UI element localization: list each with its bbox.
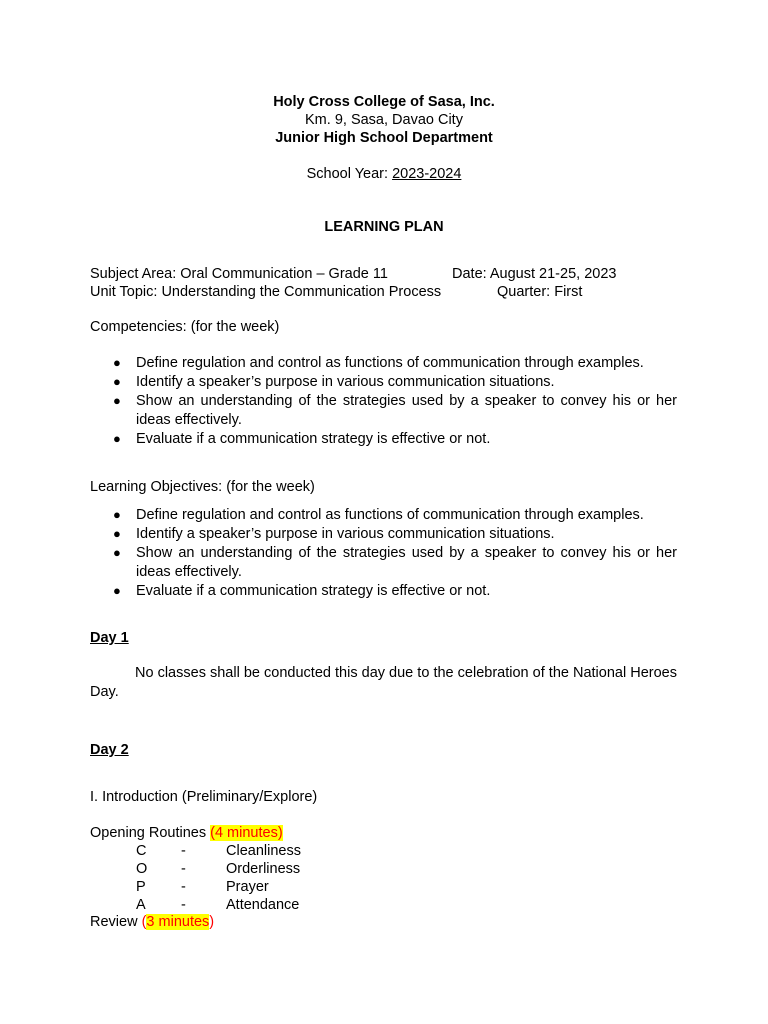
review-time: 3 minutes bbox=[146, 914, 210, 930]
routine-dash: - bbox=[181, 843, 186, 859]
department-name: Junior High School Department bbox=[275, 130, 493, 146]
day2-heading: Day 2 bbox=[90, 742, 129, 758]
school-year bbox=[0, 165, 768, 183]
review-paren-close: ) bbox=[209, 914, 215, 930]
school-year-label: School Year: bbox=[306, 166, 393, 182]
bullet-icon: ● bbox=[113, 583, 121, 598]
bullet-icon: ● bbox=[113, 431, 121, 446]
opening-routines-line bbox=[90, 824, 283, 842]
day2-section-title: I. Introduction (Preliminary/Explore) bbox=[90, 789, 318, 805]
review-label: Review bbox=[90, 914, 142, 930]
routine-word: Orderliness bbox=[226, 861, 301, 877]
routine-word: Attendance bbox=[226, 897, 300, 913]
school-address: Km. 9, Sasa, Davao City bbox=[305, 112, 463, 128]
bullet-icon: ● bbox=[113, 507, 121, 522]
opening-routines-label: Opening Routines bbox=[90, 825, 211, 841]
review-paren-open: ( bbox=[141, 914, 147, 930]
competencies-heading: Competencies: (for the week) bbox=[90, 319, 280, 335]
routine-letter: O bbox=[136, 861, 148, 877]
school-name: Holy Cross College of Sasa, Inc. bbox=[273, 94, 495, 110]
bullet-icon: ● bbox=[113, 355, 121, 370]
day1-heading: Day 1 bbox=[90, 630, 129, 646]
objective-item: Identify a speaker’s purpose in various communication situations. bbox=[136, 526, 555, 542]
routine-dash: - bbox=[181, 897, 186, 913]
school-year-value: 2023-2024 bbox=[392, 166, 462, 182]
routine-dash: - bbox=[181, 879, 186, 895]
bullet-icon: ● bbox=[113, 526, 121, 541]
review-line bbox=[90, 913, 214, 931]
opening-paren-close: ) bbox=[277, 825, 283, 841]
opening-paren-open: ( bbox=[210, 825, 215, 841]
routine-word: Prayer bbox=[226, 879, 269, 895]
subject-area: Subject Area: Oral Communication – Grade 11 bbox=[90, 266, 388, 282]
bullet-icon: ● bbox=[113, 393, 121, 408]
unit-topic: Unit Topic: Understanding the Communication Process bbox=[90, 284, 442, 300]
day1-text: No classes shall be conducted this day due to the celebration of the National Heroes Day. bbox=[90, 665, 677, 700]
bullet-icon: ● bbox=[113, 374, 121, 389]
date-line: Date: August 21-25, 2023 bbox=[452, 266, 617, 282]
document-title: LEARNING PLAN bbox=[324, 219, 444, 235]
competency-item: Show an understanding of the strategies used by a speaker to convey his or her ideas effectively. bbox=[136, 393, 677, 428]
competency-item: Define regulation and control as functions of communication through examples. bbox=[136, 355, 644, 371]
opening-routines-time: 4 minutes bbox=[214, 825, 278, 841]
routine-letter: A bbox=[136, 897, 146, 913]
routine-word: Cleanliness bbox=[226, 843, 301, 859]
routine-letter: C bbox=[136, 843, 147, 859]
quarter-line: Quarter: First bbox=[497, 284, 583, 300]
routine-dash: - bbox=[181, 861, 186, 877]
objective-item: Show an understanding of the strategies used by a speaker to convey his or her ideas effectively. bbox=[136, 545, 677, 580]
objective-item: Define regulation and control as functions of communication through examples. bbox=[136, 507, 644, 523]
competency-item: Evaluate if a communication strategy is effective or not. bbox=[136, 431, 491, 447]
competency-item: Identify a speaker’s purpose in various communication situations. bbox=[136, 374, 555, 390]
bullet-icon: ● bbox=[113, 545, 121, 560]
routine-letter: P bbox=[136, 879, 146, 895]
objective-item: Evaluate if a communication strategy is effective or not. bbox=[136, 583, 491, 599]
objectives-heading: Learning Objectives: (for the week) bbox=[90, 479, 315, 495]
